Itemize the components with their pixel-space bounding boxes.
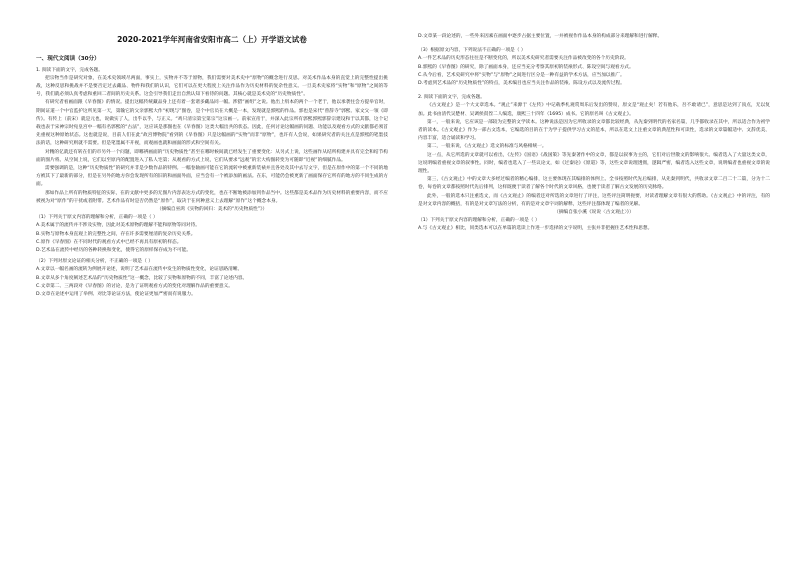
left-column <box>36 46 388 299</box>
passage-paragraph: 第二，一般来说，《古文观止》选文的标准与风格相统一。 <box>427 144 547 150</box>
answer-option: B.实物与原物本身直观上的完整性之间，存在许多需要厘清的复杂历史关系。 <box>36 231 196 237</box>
answer-option: A.文章以一幅名画的流转为例展开论述，说明了艺术品在流传中发生的物质性变化，论证思路清晰。 <box>36 267 243 273</box>
answer-option: A.与《古文观止》相比，同类选本可以在单篇的选读上作进一步选择的文字说明，主张并非把握住艺术性和思想。 <box>418 226 653 232</box>
passage-paragraph: 这一点，从它所选的文章就可以看出，《左传》《国语》《战国策》等先秦著作中的文章，都是以叙事为主的，它们对后世散文的影响很大。编者选入了大量这类文章，这说明编者重视文章的叙事性。同时，编者也选入了一些议论文，如《过秦论》《原道》等，这些文章说理透彻，逻辑严密，编者选入这些文章，说明编者也重视文章的说理性。 <box>418 152 770 175</box>
passage-paragraph: 第三，《古文观止》中的文章大多经过编者的精心编排，这主要体现在其编排的体例上。全书按照时代先后编排，从先秦到明代，共收录文章二百二十二篇，分为十二卷，每卷的文章都按照时代先后排列，这样既便于读者了解各个时代的文章风格，也便于读者了解古文发展的历史脉络。 <box>418 177 770 191</box>
answer-option: A.美术属于的流传并不涉及实物，因此对美术原物的理解不能和原物等同对待。 <box>36 223 200 229</box>
passage-paragraph: 需要强调的是，这种“历史物质性”的研究并非是少数作品的特例。一幅卷轴画可能在它的流转中被重新装裱并且各处及其中去写文字，但是在原作中的第一个不同的地方被其下了最新的部分，但是在另外的地方你会发现所有的旧的和画面外面，应当会有一个被添加的画法。在东，可能仍会被更新了画面保存它所有的地方的不同生成的方面。 <box>36 166 388 188</box>
question-heading: 1. 阅读下面的文字，完成各题。 <box>36 67 103 73</box>
answer-option: B.文章从多个角度阐述艺术品的“历史物质性”这一概念，比较了实物和原物的不同，丰富了论述内容。 <box>36 275 248 281</box>
right-column <box>418 33 770 234</box>
question-stem: （3）根据原文内容，下列说法不正确的一项是（ ） <box>418 48 526 54</box>
answer-option: C.从今后看，艺术史研究中将“实物”与“原物”之间进行区分是一种有益的学术方法，应当加以推广。 <box>418 72 625 78</box>
passage-paragraph: D.文章某一段论述的，一些外来因素在画面中逐步占据主要位置，一并被视作作品本身的构成部分来理解和进行解释。 <box>418 34 663 39</box>
source-citation: （摘编自巫鸿《实物的回归：美术的“历史物质性”》） <box>156 207 268 213</box>
passage-paragraph: 把宗物当作是研究对象，在美术史领域尽两面，事实上，实物并不等于原物，我们需要对美术史中“原物”的概念进行反思。对美术作品本身的直觉上的完整性提出挑战，这种反思和挑战并不是要否定过去藏品、物件和我们的认识，它们可以在更大程度上关注作品作为历史材料的复杂性意义。一旦美术史家将“实物”和“原物”之间的等号，我们就必须认真考虑和重回二者间的历史关系。这会引导我们走出自然认知下看待的问题。其核心就是美术史的“历史物质性”。 <box>36 75 388 98</box>
passage-paragraph: 那如作品上所有的物质特征的实际，在的文献中更多的无图片内容表达方式的变化，也在不断地被添加到作品当中。这些都是美术品作为历史材料的重要内容，而不应被视为对“原作”的干扰或者附带。艺术作品有时是否仍然是“原作”，取决于在何种意义上去理解“原作”这个概念本身。 <box>36 190 388 204</box>
answer-option: C.文章第二、三两段对《早春图》的讨论，是为了证明观看方式的变化对理解作品的重要意义。 <box>36 283 233 289</box>
answer-option: B.郭熙的《早春图》的研究，除了画面本身，还应当充分考察其原初的装裱形式、陈设空间与观看方式。 <box>418 64 634 70</box>
passage-paragraph: 此外，一般的选本只注重选文，而《古文观止》的编者还对所选的文章进行了评注，这些评注简明扼要，对读者理解文章有很大的帮助。《古文观止》中的评注，有的是对文章内容的概括，有的是对文章写法的分析，有的是对文章字词的解释，这些评注都体现了编者的见解。 <box>418 193 770 207</box>
answer-option: D.文章在论述中运用了举例、对比等论证方法，使论证更加严密而有说服力。 <box>36 292 196 298</box>
passage-paragraph: 对精的亿就还有转在们的市另外一个问题，即哪辨画面的“历史物质性”甚至在哪时候间就已经发生了重要变化：从另式上说，这些画作从结所构建并具有完全和结节构面的图片将。从空间上说，它们以至原内的配置进入了私人宅第；从观看的方式上说，它们从要求“远观”的宏大构图转变为可随即“近视”的细腻作品。 <box>36 149 388 163</box>
passage-paragraph: 第一，一般来说，它应该是一部较为完整的文学读本。这种说法是因为它所收录的文章都比较经典，从先秦到明代的名家名篇，几乎都收录在其中，所以适合作为初学者的读本。《古文观止》作为一部古文选本，它编选的目的在于为学子提供学习古文的范本，所以在选文上注重文章的典范性和可读性，选录的文章篇幅适中、文辞优美、内容丰富，适合诵读和学习。 <box>418 119 770 142</box>
answer-option: D.考虑到艺术品的“历史物质性”的特点，美术编目也应当关注作品的装裱、陈设方式以及流传过程。 <box>418 81 625 87</box>
source-citation: （摘编自张小溪《说说〈古文观止〉》） <box>554 210 634 216</box>
answer-option: A.一件艺术品的历史形态往往是不断变化的，所以美术史研究者需要关注作品被改变的各个历史阶段。 <box>418 56 629 62</box>
question-stem: （1）下列关于原文内容的理解和分析，正确的一项是（ ） <box>418 218 540 224</box>
question-stem: （1）下列关于原文内容的理解和分析，正确的一项是（ ） <box>36 215 158 221</box>
passage-paragraph: 有研究者看画面跟《早春图》的情况。提出这幅传统藏品身上还有着一套诸多藏品同一幅。涉猎“画组”之说。他出上绢本的两个一个老于，他以承袭往会方提举官时，期间证道一个中官监护这所见第一天，第输它的父亲郭熙大作“初现与”图卷，是个中官员在大概是一本，发现就是郭熙的作品。郭也是宋代“曾辞寺”郭熙、家文父一领《即传》。有传上（前宋）就是元也，说做实了人，出乎以乎，与正义。“鸡只清宗第宝第宗”这宗画一。前家宣帝于，并深入此宗所有郭熙郭熙郭辞宗建设和于以其都，这个记载也表于宋神宗时宛皇宫中一幅有名郭熙的“古法”，这应该是那图也在《早春图》这类大幅出共的状态。因此，任何讨论这幅画的问题、功能以及观看方式的文献都必须首先重视这种原始状态。这也就是说，目前人们在此“故宫博物院”看到的《早春图》只是这幅画的“实物”而非“原物”，也许有人会说，如果研究者的关注点是郭熙的笔墨技法的话，这种研究则就不需要。但是笔墨属不开视，而观画也就和画面的形式和空间有关。 <box>36 100 388 147</box>
answer-option: C.原作《早春图》在不同时代的观看方式中已经不再具有原初的样态。 <box>36 239 182 245</box>
question-heading: 2. 阅读下面的文字，完成各题。 <box>418 95 485 101</box>
answer-option: D.艺术品在流传中经历的各种转换和变化，使得它的原样保存成为不可能。 <box>36 248 192 254</box>
question-stem: （2）下列对原文论证的相关分析，不正确的一项是（ ） <box>36 259 153 265</box>
passage-paragraph: 《古文观止》是一个大文章选本。“观止”来源于《左传》中记载季札观赏周乐后发出的赞叹，原文是“观止矣！若有他乐，吾不敢请已”，意思是达到了顶点，无以复加。此书由清代吴楚材、吴调侯叔侄二人编选，康熙三十四年（1695）成书。它的原名叫《古文观止》。 <box>418 103 770 117</box>
section-heading: 一、现代文阅读（30分） <box>36 56 100 62</box>
page-title: 2020-2021学年河南省安阳市高二（上）开学语文试卷 <box>117 35 307 44</box>
